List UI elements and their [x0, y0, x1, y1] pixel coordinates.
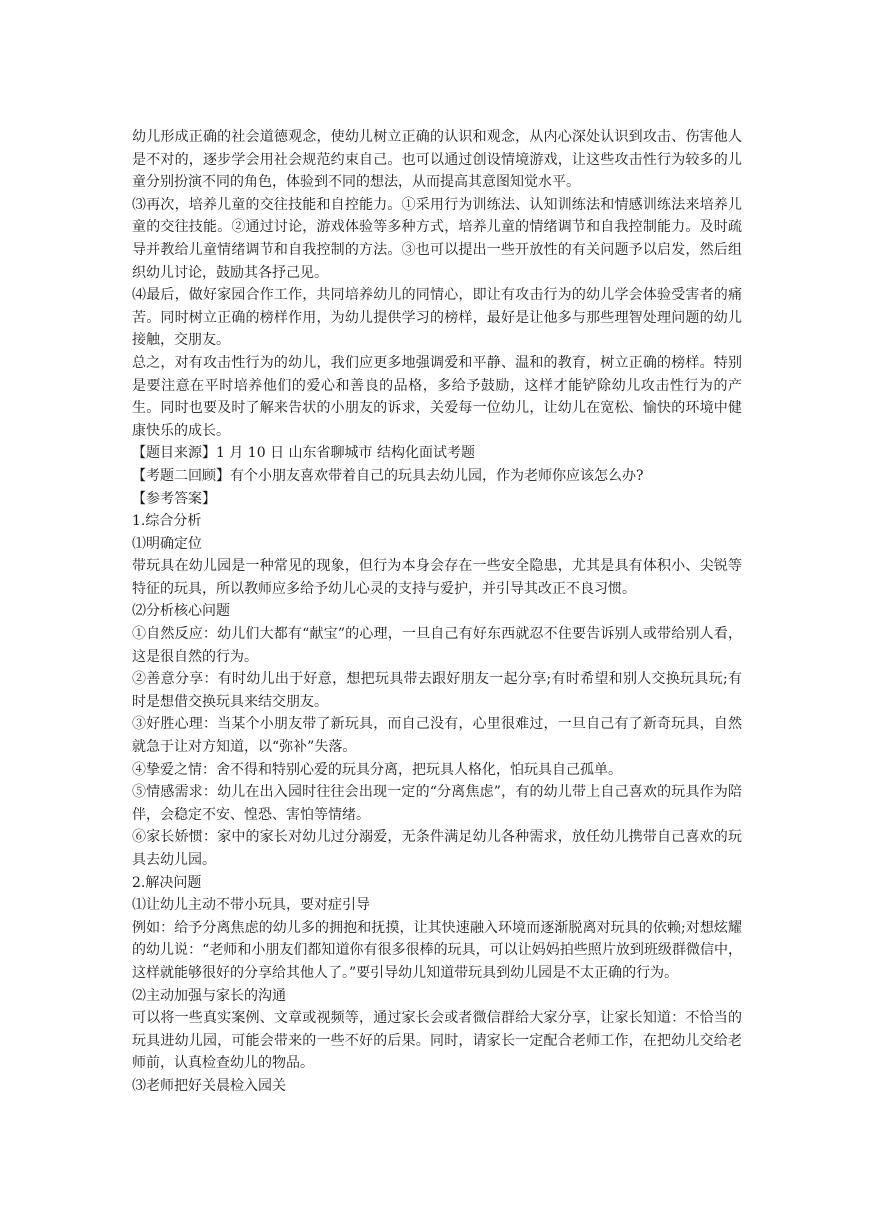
paragraph: 可以将一些真实案例、文章或视频等，通过家长会或者微信群给大家分享，让家长知道：不恰当的玩具进幼儿园，可能会带来的一些不好的后果。同时，请家长一定配合老师工作，在把幼儿交给老师前，认真检查幼儿的物品。 — [132, 1010, 742, 1072]
section-heading: 2.解决问题 — [132, 874, 202, 891]
paragraph: ⑷最后，做好家园合作工作，共同培养幼儿的同情心，即让有攻击行为的幼儿学会体验受害者的痛苦。同时树立正确的榜样作用，为幼儿提供学习的榜样，最好是让他多与那些理智处理问题的幼儿接触，交朋友。 — [132, 287, 742, 349]
subsection-heading: ⑵分析核心问题 — [132, 603, 230, 620]
paragraph: 带玩具在幼儿园是一种常见的现象，但行为本身会存在一些安全隐患，尤其是具有体积小、尖锐等特征的玩具，所以教师应多给予幼儿心灵的支持与爱护，并引导其改正不良习惯。 — [132, 558, 742, 597]
list-item: ①自然反应：幼儿们大都有“献宝”的心理，一旦自己有好东西就忍不住要告诉别人或带给别人看，这是很自然的行为。 — [132, 626, 742, 665]
question-review: 【考题二回顾】有个小朋友喜欢带着自己的玩具去幼儿园，作为老师你应该怎么办? — [132, 467, 644, 484]
subsection-heading: ⑶老师把好关晨检入园关 — [132, 1077, 286, 1094]
subsection-heading: ⑵主动加强与家长的沟通 — [132, 987, 286, 1004]
paragraph: 例如：给予分离焦虑的幼儿多的拥抱和抚摸，让其快速融入环境而逐渐脱离对玩具的依赖;对想炫耀的幼儿说：“老师和小朋友们都知道你有很多很棒的玩具，可以让妈妈拍些照片放到班级群微信中，这样就能够很好的分享给其他人了。”要引导幼儿知道带玩具到幼儿园是不太正确的行为。 — [132, 919, 742, 981]
question-source: 【题目来源】1 月 10 日 山东省聊城市 结构化面试考题 — [132, 445, 475, 462]
section-heading: 1.综合分析 — [132, 513, 202, 530]
list-item: ③好胜心理：当某个小朋友带了新玩具，而自己没有，心里很难过，一旦自己有了新奇玩具，自然就急于让对方知道，以“弥补”失落。 — [132, 716, 742, 756]
reference-answer-heading: 【参考答案】 — [132, 490, 216, 507]
list-item: ⑥家长娇惯：家中的家长对幼儿过分溺爱，无条件满足幼儿各种需求，放任幼儿携带自己喜欢的玩具去幼儿园。 — [132, 829, 742, 868]
paragraph: 幼儿形成正确的社会道德观念，使幼儿树立正确的认识和观念，从内心深处认识到攻击、伤害他人是不对的，逐步学会用社会规范约束自己。也可以通过创设情境游戏，让这些攻击性行为较多的儿童分别扮演不同的角色，体验到不同的想法，从而提高其意图知觉水平。 — [132, 129, 742, 191]
subsection-heading: ⑴明确定位 — [132, 535, 202, 552]
list-item: ④挚爱之情：舍不得和特别心爱的玩具分离，把玩具人格化，怕玩具自己孤单。 — [132, 761, 622, 778]
list-item: ②善意分享：有时幼儿出于好意，想把玩具带去跟好朋友一起分享;有时希望和别人交换玩具玩;有时是想借交换玩具来结交朋友。 — [132, 671, 742, 710]
list-item: ⑤情感需求：幼儿在出入园时往往会出现一定的“分离焦虑”，有的幼儿带上自己喜欢的玩具作为陪伴，会稳定不安、惶恐、害怕等情绪。 — [132, 784, 742, 823]
paragraph: ⑶再次，培养儿童的交往技能和自控能力。①采用行为训练法、认知训练法和情感训练法来培养儿童的交往技能。②通过讨论，游戏体验等多种方式，培养儿童的情绪调节和自我控制能力。及时疏导并教给儿童情绪调节和自我控制的方法。③也可以提出一些开放性的有关问题予以启发，然后组织幼儿讨论，鼓励其各抒己见。 — [132, 196, 742, 281]
subsection-heading: ⑴让幼儿主动不带小玩具，要对症引导 — [132, 897, 370, 914]
paragraph: 总之，对有攻击性行为的幼儿，我们应更多地强调爱和平静、温和的教育，树立正确的榜样。特别是要注意在平时培养他们的爱心和善良的品格，多给予鼓励，这样才能铲除幼儿攻击性行为的产生。同时也要及时了解来告状的小朋友的诉求，关爱每一位幼儿，让幼儿在宽松、愉快的环境中健康快乐的成长。 — [132, 354, 742, 439]
document-body — [132, 126, 742, 1098]
